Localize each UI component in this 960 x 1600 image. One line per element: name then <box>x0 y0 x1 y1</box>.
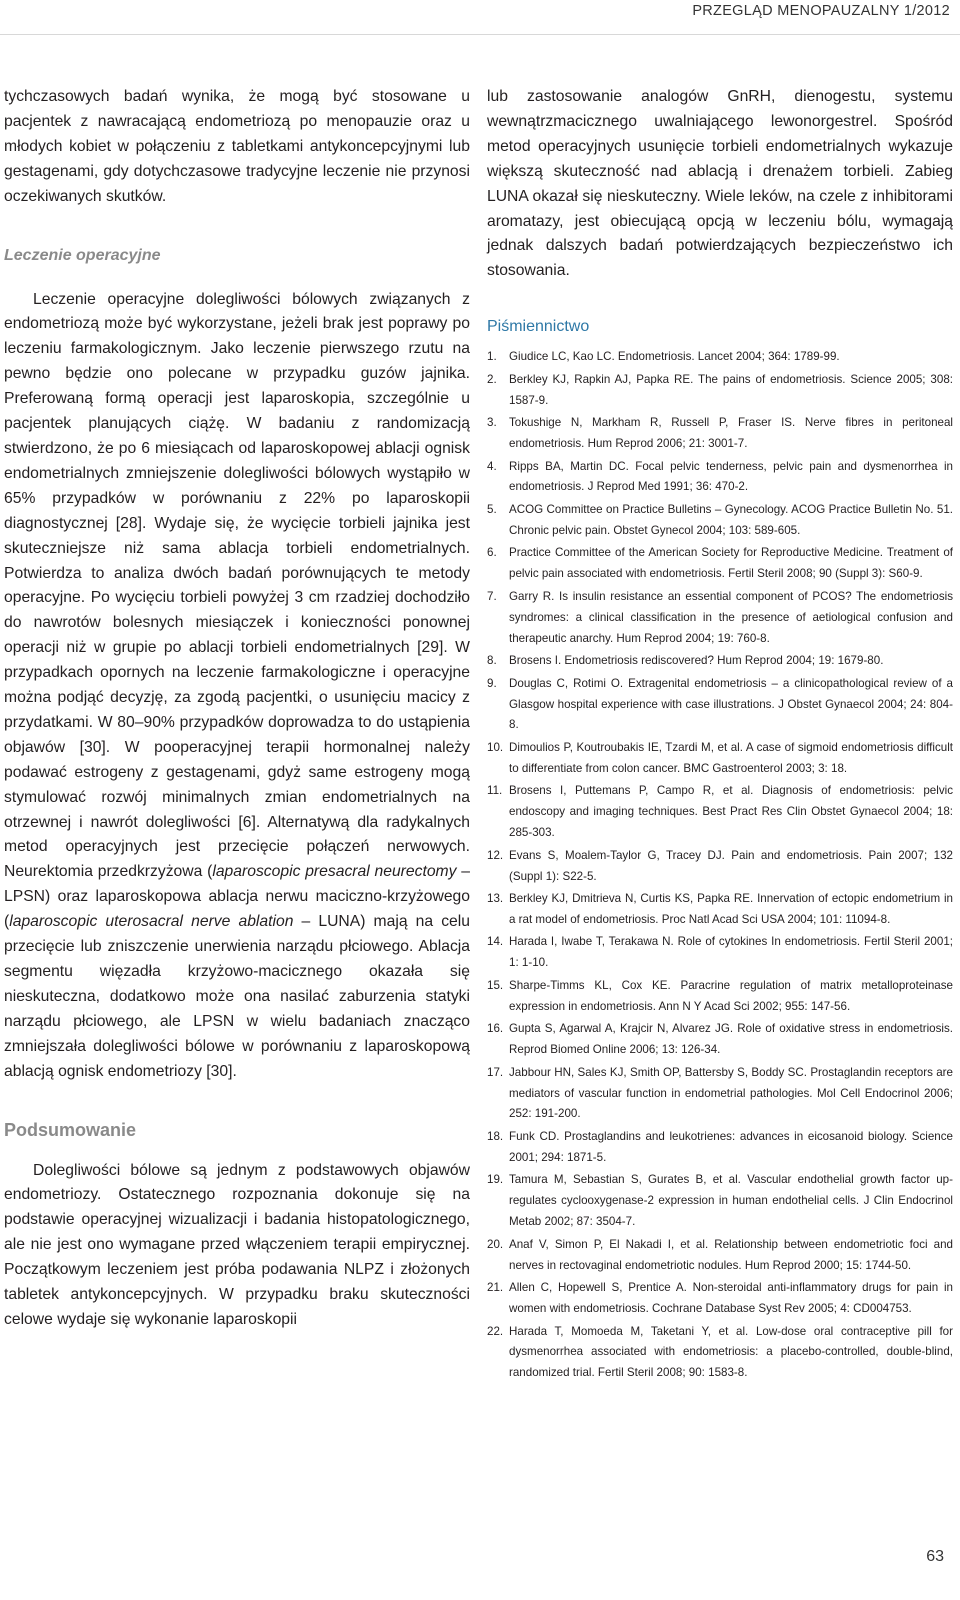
reference-item <box>487 347 953 368</box>
reference-text: Giudice LC, Kao LC. Endometriosis. Lancet 2004; 364: 1789-99. <box>509 350 840 364</box>
reference-text: Gupta S, Agarwal A, Krajcir N, Alvarez JG. Role of oxidative stress in endometriosis. Reprod Biomed Online 2006; 13: 126-34. <box>509 1022 953 1057</box>
heading-references: Piśmiennictwo <box>487 318 590 336</box>
reference-text: Ripps BA, Martin DC. Focal pelvic tenderness, pelvic pain and dysmenorrhea in endometriosis. J Reprod Med 1991; 36: 470-2. <box>509 459 953 494</box>
reference-number: 1. <box>487 350 497 364</box>
reference-item <box>487 1019 953 1061</box>
reference-text: Garry R. Is insulin resistance an essential component of PCOS? The endometriosis syndromes: a clinical classification in the presence of aetiological confusion and therapeutic anarchy. Hum Reprod 2004; 19: 760-8. <box>509 589 953 645</box>
reference-number: 18. <box>487 1129 504 1143</box>
reference-text: Dimoulios P, Koutroubakis IE, Tzardi M, et al. A case of sigmoid endometriosis difficult to differentiate from colon cancer. BMC Gastroenterol 2003; 3: 18. <box>509 740 953 775</box>
reference-item <box>487 1322 953 1385</box>
reference-item <box>487 651 953 672</box>
reference-number: 17. <box>487 1065 504 1079</box>
reference-item <box>487 457 953 499</box>
reference-text: Harada I, Iwabe T, Terakawa N. Role of cytokines In endometriosis. Fertil Steril 2001; 1: 1-10. <box>509 935 953 970</box>
reference-item <box>487 1170 953 1233</box>
reference-number: 12. <box>487 848 504 862</box>
paragraph-intro-continued: tychczasowych badań wynika, że mogą być stosowane u pacjentek z nawracającą endometriozą po menopauzie oraz u młodych kobiet w połączeniu z tabletkami antykoncepcyjnymi lub gestagenami, gdy dotychczasowe tradycyjne leczenie nie przynosi oczekiwanych skutków. <box>4 88 470 205</box>
reference-number: 11. <box>487 784 503 798</box>
reference-text: Sharpe-Timms KL, Cox KE. Paracrine regulation of matrix metalloproteinase expression in endometriosis. Ann N Y Acad Sci 2002; 955: 147-56. <box>509 978 953 1013</box>
reference-text: Allen C, Hopewell S, Prentice A. Non-steroidal anti-inflammatory drugs for pain in women with endometriosis. Cochrane Database Syst Rev 2005; 4: CD004753. <box>509 1281 953 1315</box>
paragraph-summary: Dolegliwości bólowe są jednym z podstawowych objawów endometriozy. Ostatecznego rozpoznania dokonuje się na podstawie operacyjnej wizualizacji i badania histopatologicznego, ale nie jest ono wymagane przed włączeniem terapii empirycznej. Początkowym leczeniem jest próba podawania NLPZ i złożonych tabletek antykoncepcyjnych. W przypadku braku skuteczności celowe wydaje się wykonanie laparoskopii <box>4 1161 470 1328</box>
text-run: – LPSN) oraz laparoskopowa ablacja nerwu maciczno-krzyżowego ( <box>4 863 470 931</box>
reference-item <box>487 370 953 412</box>
reference-text: Jabbour HN, Sales KJ, Smith OP, Battersby S, Boddy SC. Prostaglandin receptors are mediators of vascular function in endometrial pathologies. Mol Cell Endocrinol 2006; 252: 191-200. <box>509 1065 953 1121</box>
left-column <box>4 85 470 1333</box>
reference-number: 13. <box>487 892 504 906</box>
reference-number: 19. <box>487 1173 504 1187</box>
page-number: 63 <box>926 1548 944 1565</box>
reference-item <box>487 738 953 780</box>
reference-number: 6. <box>487 546 497 560</box>
reference-item <box>487 587 953 650</box>
text-run: – LUNA) mają na celu przecięcie lub zniszczenie unerwienia narządu płciowego. Ablacja segmentu więzadła krzyżowo-macicznego okazała się nieskuteczna, dodatkowo może ona nasilać zaburzenia statyki narządu płciowego, ale LPSN w wielu badaniach znacząco zmniejszała dolegliwości bólowe w porównaniu z laparoskopową ablacją ognisk endometriozy [30]. <box>4 913 470 1080</box>
reference-number: 8. <box>487 654 497 668</box>
reference-text: Berkley KJ, Rapkin AJ, Papka RE. The pains of endometriosis. Science 2005; 308: 1587-9. <box>509 372 953 407</box>
paragraph-operative-treatment <box>4 288 470 1085</box>
reference-number: 3. <box>487 416 497 430</box>
reference-number: 20. <box>487 1237 504 1251</box>
italic-term-luna: laparoscopic uterosacral nerve ablation <box>9 913 294 931</box>
reference-item <box>487 781 953 844</box>
reference-item <box>487 889 953 931</box>
reference-item <box>487 1063 953 1126</box>
reference-number: 21. <box>487 1281 504 1295</box>
reference-item <box>487 1235 953 1277</box>
reference-number: 22. <box>487 1324 504 1338</box>
reference-text: Evans S, Moalem-Taylor G, Tracey DJ. Pain and endometriosis. Pain 2007; 132 (Suppl 1): S22-5. <box>509 848 953 883</box>
paragraph-summary-continued: lub zastosowanie analogów GnRH, dienogestu, systemu wewnątrzmacicznego uwalniającego lewonorgestrel. Spośród metod operacyjnych usunięcie torbieli endometrialnych wykazuje większą skuteczność nad ablacją i drenażem torbieli. Zabieg LUNA okazał się nieskuteczny. Wiele leków, na czele z inhibitorami aromatazy, jest obiecującą opcją w leczeniu bólu, wymagają jednak dalszych badań potwierdzających bezpieczeństwo ich stosowania. <box>487 88 953 280</box>
reference-text: Tamura M, Sebastian S, Gurates B, et al. Vascular endothelial growth factor up-regulates cyclooxygenase-2 expression in human endothelial cells. J Clin Endocrinol Metab 2002; 87: 3504-7. <box>509 1173 953 1229</box>
reference-text: Funk CD. Prostaglandins and leukotrienes: advances in eicosanoid biology. Science 2001; 294: 1871-5. <box>509 1129 953 1164</box>
reference-number: 10. <box>487 740 504 754</box>
reference-number: 4. <box>487 459 497 473</box>
reference-number: 7. <box>487 589 497 603</box>
reference-text: Brosens I, Puttemans P, Campo R, et al. Diagnosis of endometriosis: pelvic endoscopy and imaging techniques. Best Pract Res Clin Obstet Gynaecol 2004; 18: 285-303. <box>509 784 953 840</box>
right-column <box>487 85 953 1386</box>
running-header <box>0 0 960 35</box>
reference-text: Anaf V, Simon P, El Nakadi I, et al. Relationship between endometriotic foci and nerves in rectovaginal endometriotic nodules. Hum Reprod 2000; 15: 1744-50. <box>509 1237 953 1272</box>
reference-item <box>487 1127 953 1169</box>
reference-item <box>487 674 953 737</box>
reference-number: 5. <box>487 502 497 516</box>
reference-number: 15. <box>487 978 504 992</box>
reference-text: Tokushige N, Markham R, Russell P, Fraser IS. Nerve fibres in peritoneal endometriosis. Hum Reprod 2006; 21: 3001-7. <box>509 416 953 451</box>
reference-item <box>487 543 953 585</box>
reference-text: Brosens I. Endometriosis rediscovered? Hum Reprod 2004; 19: 1679-80. <box>509 654 884 668</box>
reference-list <box>487 347 953 1384</box>
reference-item <box>487 1278 953 1320</box>
reference-item <box>487 846 953 888</box>
reference-item <box>487 976 953 1018</box>
reference-item <box>487 413 953 455</box>
reference-number: 14. <box>487 935 504 949</box>
reference-text: Douglas C, Rotimi O. Extragenital endometriosis – a clinicopathological review of a Glasgow hospital experience with case illustrations. J Obstet Gynaecol 2004; 24: 804-8. <box>509 676 953 732</box>
reference-text: Practice Committee of the American Society for Reproductive Medicine. Treatment of pelvic pain associated with endometriosis. Fertil Steril 2008; 90 (Suppl 3): S60-9. <box>509 546 953 581</box>
reference-text: Berkley KJ, Dmitrieva N, Curtis KS, Papka RE. Innervation of ectopic endometrium in a rat model of endometriosis. Proc Natl Acad Sci USA 2004; 101: 11094-8. <box>509 892 953 926</box>
reference-number: 2. <box>487 372 497 386</box>
heading-summary: Podsumowanie <box>4 1119 137 1140</box>
reference-item <box>487 932 953 974</box>
reference-number: 9. <box>487 676 497 690</box>
reference-item <box>487 500 953 542</box>
text-run: Leczenie operacyjne dolegliwości bólowych związanych z endometriozą może być wykorzystane, jeżeli brak jest poprawy po leczeniu farmakologicznym. Jako leczenie pierwszego rzutu na pewno będzie ono polecane w przypadku guzów jajnika. Preferowaną formą operacji jest laparoskopia, szczególnie u pacjentek planujących ciążę. W badaniu z randomizacją stwierdzono, że po 6 miesiącach od laparoskopowej ablacji ognisk endometrialnych zmniejszenie dolegliwości bólowych wystąpiło w 65% przypadków w porównaniu z 22% po laparoskopii diagnostycznej [28]. Wydaje się, że wycięcie torbieli jajnika jest skuteczniejsze niż sama ablacja torbieli endometrialnych. Potwierdza to analiza dwóch badań porównujących te metody operacyjne. Po wycięciu torbieli powyżej 3 cm rzadziej dochodziło do nawrotów bolesnych miesiączek i konieczności ponownej operacji niż w grupie po ablacji torbieli endometrialnych [29]. W przypadkach opornych na leczenie farmakologiczne i operacyjne można podjąć decyzję, za zgodą pacjentki, o usunięciu macicy z przydatkami. W 80–90% przypadków doprowadza to do ustąpienia objawów [30]. W pooperacyjnej terapii hormonalnej należy podawać estrogeny z gestagenami, gdyż same estrogeny mogą stymulować rozwój minimalnych zmian endometrialnych na otrzewnej i nawrót dolegliwości [6]. Alternatywą dla radykalnych metod operacyjnych jest przecięcie połączeń nerwowych. Neurektomia przedkrzyżowa ( <box>4 290 470 881</box>
italic-term-lpsn: laparoscopic presacral neurectomy <box>212 863 457 881</box>
journal-title: PRZEGLĄD MENOPAUZALNY 1/2012 <box>692 3 950 19</box>
reference-number: 16. <box>487 1022 504 1036</box>
reference-text: ACOG Committee on Practice Bulletins – Gynecology. ACOG Practice Bulletin No. 51. Chronic pelvic pain. Obstet Gynecol 2004; 103: 589-605. <box>509 502 953 537</box>
reference-text: Harada T, Momoeda M, Taketani Y, et al. Low-dose oral contraceptive pill for dysmenorrhea associated with endometriosis: a placebo-controlled, double-blind, randomized trial. Fertil Steril 2008; 90: 1583-8. <box>509 1324 953 1380</box>
heading-operative-treatment: Leczenie operacyjne <box>4 246 161 264</box>
